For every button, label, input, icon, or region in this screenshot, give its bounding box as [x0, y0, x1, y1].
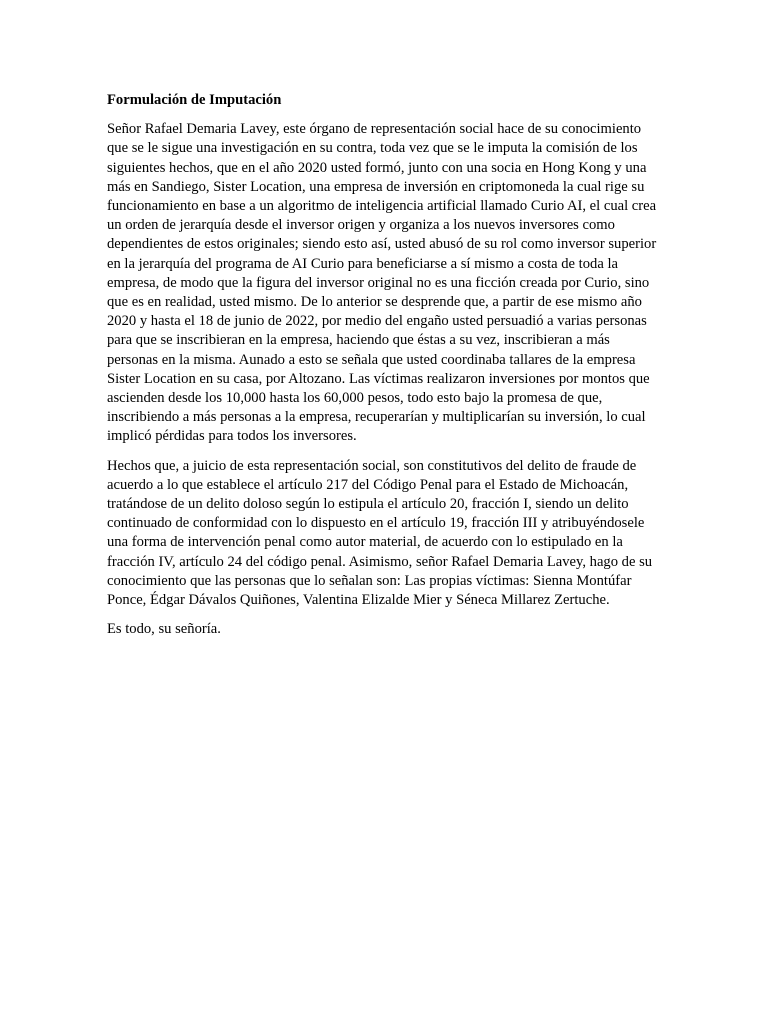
document-title: Formulación de Imputación — [107, 92, 282, 108]
paragraph-closing: Es todo, su señoría. — [107, 621, 221, 638]
document-body — [107, 91, 663, 649]
paragraph-legal-classification: Hechos que, a juicio de esta representación social, son constitutivos del delito de fraude de acuerdo a lo que establece el artículo 217 del Código Penal para el Estado de Michoacán, tratándose de un delito doloso según lo estipula el artículo 20, fracción I, siendo un delito continuado de conformidad con lo dispuesto en el artículo 19, fracción III y atribuyéndosele una forma de intervención penal como autor material, de acuerdo con lo estipulado en la fracción IV, artículo 24 del código penal. Asimismo, señor Rafael Demaria Lavey, hago de su conocimiento que las personas que lo señalan son: Las propias víctimas: Sienna Montúfar Ponce, Édgar Dávalos Quiñones, Valentina Elizalde Mier y Séneca Millarez Zertuche. — [107, 457, 653, 609]
paragraph-imputation-facts: Señor Rafael Demaria Lavey, este órgano de representación social hace de su conocimiento que se le sigue una investigación en su contra, toda vez que se le imputa la comisión de los siguientes hechos, que en el año 2020 usted formó, junto con una socia en Hong Kong y una más en Sandiego, Sister Location, una empresa de inversión en criptomoneda la cual rige su funcionamiento en base a un algoritmo de inteligencia artificial llamado Curio AI, el cual crea un orden de jerarquía desde el inversor origen y organiza a los nuevos inversores como dependientes de estos originales; siendo esto así, usted abusó de su rol como inversor superior en la jerarquía del programa de AI Curio para beneficiarse a sí mismo a costa de toda la empresa, de modo que la figura del inversor original no es una ficción creada por Curio, sino que es en realidad, usted mismo. De lo anterior se desprende que, a partir de ese mismo año 2020 y hasta el 18 de junio de 2022, por medio del engaño usted persuadió a varias personas para que se inscribieran en la empresa, haciendo que éstas a su vez, inscribieran a más personas en la misma. Aunado a esto se señala que usted coordinaba tallares de la empresa Sister Location en su casa, por Altozano. Las víctimas realizaron inversiones por montos que ascienden desde los 10,000 hasta los 60,000 pesos, todo esto bajo la promesa de que, inscribiendo a más personas a la empresa, recuperarían y multiplicarían su inversión, lo cual implicó pérdidas para todos los inversores. — [107, 121, 657, 445]
